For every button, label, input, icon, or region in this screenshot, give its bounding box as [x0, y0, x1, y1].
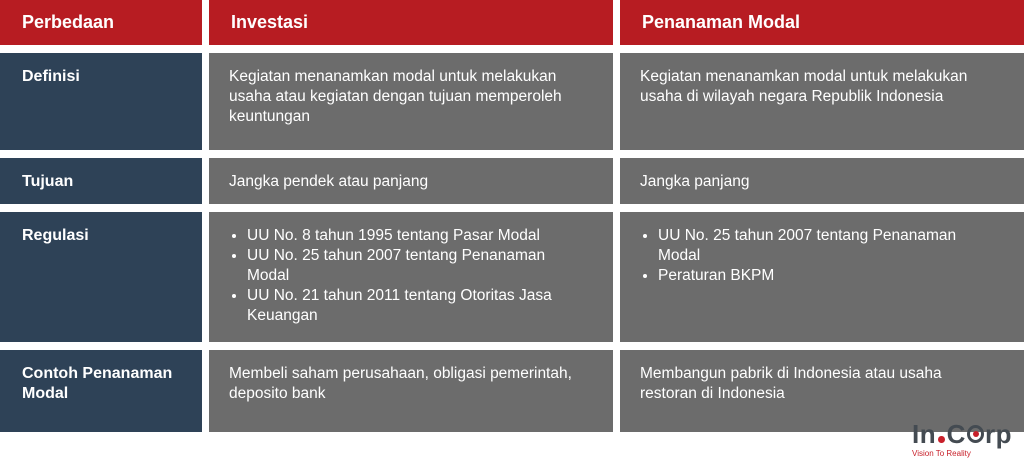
tujuan-investasi: Jangka pendek atau panjang — [209, 158, 613, 204]
logo-globe-icon — [967, 425, 984, 443]
definisi-investasi: Kegiatan menanamkan modal untuk melakukan usaha atau kegiatan dengan tujuan memperoleh keuntungan — [209, 53, 613, 150]
list-item: • UU No. 21 tahun 2011 tentang Otoritas Jasa Keuangan — [247, 286, 591, 326]
logo-tagline: Vision To Reality — [912, 449, 971, 458]
contoh-penanaman-modal: Membangun pabrik di Indonesia atau usaha restoran di Indonesia — [620, 350, 1024, 432]
header-investasi: Investasi — [209, 0, 613, 45]
header-perbedaan: Perbedaan — [0, 0, 202, 45]
row-label-regulasi: Regulasi — [0, 212, 202, 342]
list-item: • UU No. 25 tahun 2007 tentang Penanaman Modal — [658, 226, 1002, 266]
contoh-investasi: Membeli saham perusahaan, obligasi pemerintah, deposito bank — [209, 350, 613, 432]
incorp-logo — [912, 420, 1012, 458]
row-label-definisi: Definisi — [0, 53, 202, 150]
logo-text-rp: rp — [985, 419, 1012, 449]
logo-text-c: C — [946, 419, 966, 449]
row-label-contoh: Contoh Penanaman Modal — [0, 350, 202, 432]
list-item: • UU No. 8 tahun 1995 tentang Pasar Modal — [247, 226, 591, 246]
row-label-tujuan: Tujuan — [0, 158, 202, 204]
regulasi-penanaman-modal — [620, 212, 1024, 342]
regulasi-investasi-list — [229, 226, 591, 326]
list-item: • Peraturan BKPM — [658, 266, 1002, 286]
list-item: • UU No. 25 tahun 2007 tentang Penanaman Modal — [247, 246, 591, 286]
logo-wordmark — [912, 420, 1012, 448]
logo-dot-icon — [938, 436, 944, 443]
regulasi-investasi — [209, 212, 613, 342]
tujuan-penanaman-modal: Jangka panjang — [620, 158, 1024, 204]
header-penanaman-modal: Penanaman Modal — [620, 0, 1024, 45]
logo-text-in: In — [912, 419, 937, 449]
definisi-penanaman-modal: Kegiatan menanamkan modal untuk melakukan usaha di wilayah negara Republik Indonesia — [620, 53, 1024, 150]
regulasi-penanaman-list — [640, 226, 1002, 286]
